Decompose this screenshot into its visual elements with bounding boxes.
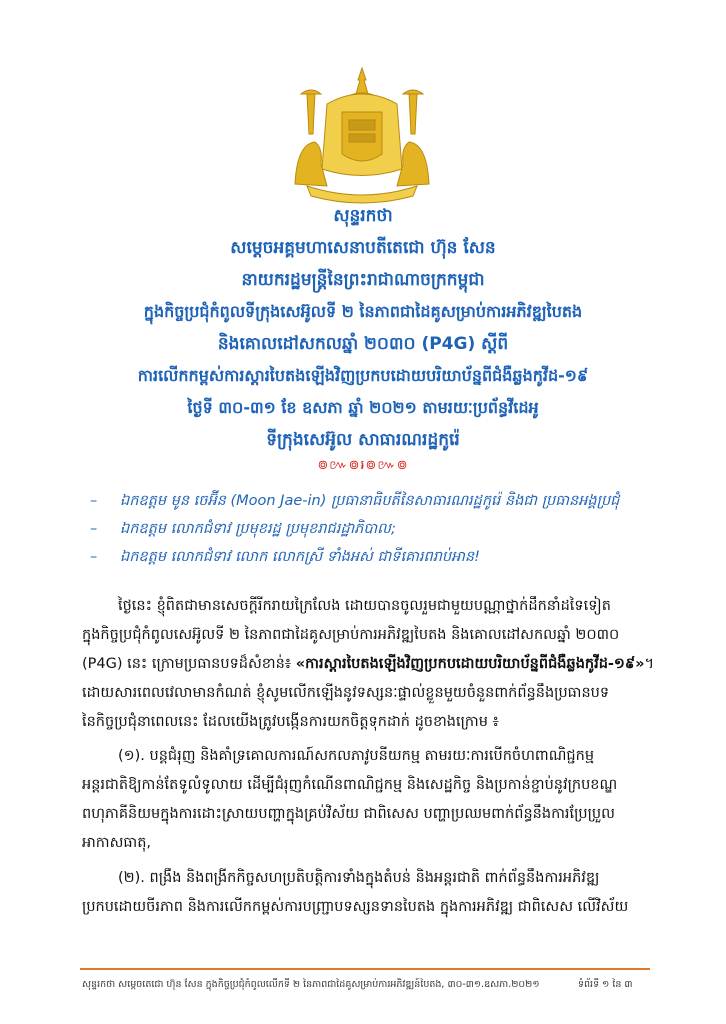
body-line: (២). ពង្រឹង និងពង្រីកកិច្ចសហប្រតិបត្តិការទាំងក្នុងតំបន់ និងអន្តរជាតិ ពាក់ព័ន្ធនឹងការអភិវឌ្ឍ <box>118 870 600 886</box>
title-date: ថ្ងៃទី ៣០-៣១ ខែ ឧសភា ឆ្នាំ ២០២១ តាមរយៈប្រព័ន្ធវីដេអូ <box>187 398 539 417</box>
body-line: ថ្ងៃនេះ ខ្ញុំពិតជាមានសេចក្តីរីករាយក្រៃលែង ដោយបានចូលរួមជាមួយបណ្ណាថ្នាក់ដឹកនាំដទៃទៀត <box>118 598 611 614</box>
speech-theme: «ការស្តារបៃតងឡើងវិញប្រកបដោយបរិយាប័ន្នពីជំងឺឆ្លងកូវីដ-១៩» <box>295 656 645 672</box>
body-line: ពហុភាគីនិយមក្នុងការដោះស្រាយបញ្ហាក្នុងគ្រប់វិស័យ ជាពិសេស បញ្ហាប្រឈមពាក់ព័ន្ធនឹងការប្រែប្រួល <box>82 806 615 822</box>
dash-marker: – <box>90 493 98 509</box>
greeting-text: ឯកឧត្តម លោកជំទាវ លោក លោកស្រី ទាំងអស់ ជាទីគោរពរាប់អាន! <box>120 549 480 565</box>
body-line <box>82 654 655 674</box>
royal-emblem-icon <box>287 64 437 204</box>
page-number: ទំព័រទី ១ នៃ ៣ <box>578 979 633 990</box>
dash-marker: – <box>90 549 98 565</box>
title-goals: និងគោលដៅសកលឆ្នាំ ២០៣០ (P4G) ស្តីពី <box>217 334 509 354</box>
body-line: អាកាសធាតុ, <box>82 835 152 851</box>
title-location: ទីក្រុងសេអ៊ូល សាធារណរដ្ឋកូរ៉េ <box>266 430 460 450</box>
body-line: ប្រកបដោយចីរភាព និងការលើកកម្ពស់ការបញ្ជ្រាបទស្សនទានបៃតង ក្នុងការអភិវឌ្ឍ ជាពិសេស លើវិស័យ <box>82 899 629 915</box>
body-text: (P4G) នេះ ក្រោមប្រធានបទដ៏សំខាន់៖ <box>82 656 296 672</box>
title-topic: ការលើកកម្ពស់ការស្តារបៃតងឡើងវិញប្រកបដោយបរិយាប័ន្នពីជំងឺឆ្លងកូវីដ-១៩ <box>137 366 589 385</box>
body-line: (១). បន្តជំរុញ និងគាំទ្រគោលការណ៍សកលភាវូបនីយកម្ម តាមរយៈការបើកចំហពាណិជ្ជកម្ម <box>118 748 595 764</box>
title-position: នាយករដ្ឋមន្ត្រីនៃព្រះរាជាណាចក្រកម្ពុជា <box>241 270 485 290</box>
body-line: ដោយសារពេលវេលាមានកំណត់ ខ្ញុំសូមលើកឡើងនូវទស្សនៈផ្ទាល់ខ្លួនមួយចំនួនពាក់ព័ន្ធនឹងប្រធានបទ <box>82 685 610 701</box>
footer-caption: សុន្ទរកថា សម្តេចតេជោ ហ៊ុន សែន ក្នុងកិច្ចប្រជុំកំពូលលើកទី ២ នៃភាពជាដៃគូសម្រាប់ការអភិវឌ្ឍន៍បៃតង, ៣០-៣១.ឧសភា.២០២១ <box>82 979 540 990</box>
dash-marker: – <box>90 521 98 537</box>
body-line: នៃកិច្ចប្រជុំនាពេលនេះ ដែលយើងត្រូវបង្កើនការយកចិត្តទុកដាក់ ដូចខាងក្រោម ៖ <box>82 714 499 730</box>
body-line: ក្នុងកិច្ចប្រជុំកំពូលសេអ៊ូលទី ២ នៃភាពជាដៃគូសម្រាប់ការអភិវឌ្ឍបៃតង និងគោលដៅសកលឆ្នាំ ២០៣០ <box>82 627 620 643</box>
title-event: ក្នុងកិច្ចប្រជុំកំពូលទីក្រុងសេអ៊ូលទី ២ នៃភាពជាដៃគូសម្រាប់ការអភិវឌ្ឍបៃតង <box>143 302 583 321</box>
greeting-text: ឯកឧត្តម មូន ចេអ៊ីន (Moon Jae-in) ប្រធានាធិបតីនៃសាធារណរដ្ឋកូរ៉េ និងជា ប្រធានអង្គប្រជុំ <box>120 493 620 509</box>
ornament-divider: ៙៚៙៛៙៚៙ <box>317 458 409 473</box>
greeting-text: ឯកឧត្តម លោកជំទាវ ប្រមុខរដ្ឋ ប្រមុខរាជរដ្ឋាភិបាល; <box>120 521 396 537</box>
title-speaker: សម្តេចអគ្គមហាសេនាបតីតេជោ ហ៊ុន សែន <box>230 238 496 258</box>
footer-rule <box>80 968 650 970</box>
title-speech: សុន្ទរកថា <box>333 206 393 226</box>
body-line: អន្តរជាតិឱ្យកាន់តែទូលំទូលាយ ដើម្បីជំរុញកំណើនពាណិជ្ជកម្ម និងសេដ្ឋកិច្ច និងប្រកាន់ខ្ជាប់នូវក្របខណ្ឌ <box>82 777 618 793</box>
body-text: ។ <box>644 656 655 672</box>
